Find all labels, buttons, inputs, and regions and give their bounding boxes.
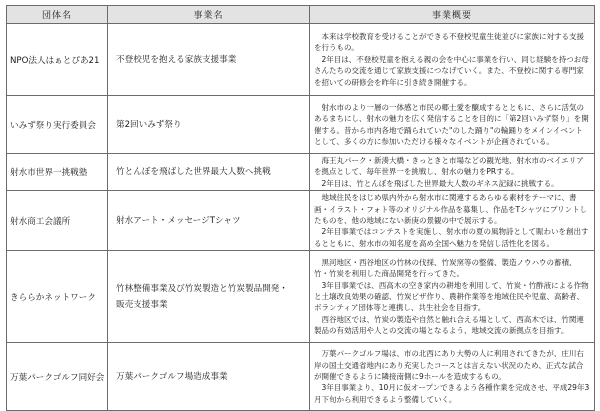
table-row (7, 96, 595, 154)
project-line: 不登校児を抱える家族支援事業 (116, 54, 237, 65)
summary-paragraph: 万葉パークゴルフ場は、市の北西にあり大勢の人に利用されてきたが、庄川右岸の国土交通省地内にあり充実したコースとは言えない状況のため、正式な試合が開催できるように隣接南側に9ホールを造成するもの。 (314, 349, 584, 382)
summary-paragraph: 射水市のより一層の一体感と市民の郷土愛を醸成するとともに、さらに活気のあるまちにし、射水の魅力を広く発信することを目的に「第2回いみず祭り」を開催する。昔から市内各地で踊られていた"のした踊り"の輪踊りをメインイベントとして、多くの方に参加いただける様々なイベントが企画されている。 (314, 102, 589, 146)
summary-paragraph: 海王丸パーク・新湊大橋・きっときと市場などの観光地、射水市のベイエリアを拠点として、毎年世界一を挑戦し、射水の魅力をPRする。 (314, 156, 584, 177)
project-summary (310, 343, 595, 411)
org-name: いみず祭り実行委員会 (7, 96, 108, 154)
project-name (108, 251, 310, 343)
project-summary (310, 191, 595, 251)
org-name: 射水市世界一挑戦塾 (7, 154, 108, 191)
header-summary: 事業概要 (310, 6, 595, 24)
header-project: 事業名 (108, 6, 310, 24)
project-table (6, 5, 595, 411)
table-row (7, 154, 595, 191)
table-row (7, 24, 595, 96)
summary-paragraph: 西谷地区では、竹炭の製造や自然と触れ合える場として、西高木では、竹関連製品の有効活用や人との交流の場となるよう、地域交流の新拠点を目指す。 (314, 314, 584, 336)
summary-paragraph: 2年目は、竹とんぼを飛ばした世界最大人数のギネス記録に挑戦する。 (321, 178, 559, 188)
project-summary (310, 24, 595, 96)
project-line: 竹林整備事業及び竹炭製造と竹炭製品開発・ (116, 283, 288, 294)
summary-paragraph: 地域住民をはじめ県内外から射水市に関連するあらゆる素材をテーマに、書画・イラスト・フォト等のオリジナル作品を募集し、作品をTシャツにプリントしたものを、他の地域にない新庚の景観の中で展示する。 (314, 193, 588, 226)
project-line: 第2回いみず祭り (116, 119, 182, 130)
org-name: 射水商工会議所 (7, 191, 108, 251)
project-summary (310, 251, 595, 343)
table-row (7, 343, 595, 411)
project-name (108, 96, 310, 154)
project-name (108, 343, 310, 411)
table-row (7, 191, 595, 251)
org-name: きららかネットワーク (7, 251, 108, 343)
project-summary (310, 154, 595, 191)
project-name (108, 154, 310, 191)
summary-paragraph: 2年目は、不登校児童を抱える親の会を中心に事業を行い、同じ経験を持つお母さんたちの交流を通じて家族支援につなげていく。また、不登校に関する専門家を招いての研修会を昨年に引き続き開催する。 (314, 54, 589, 87)
project-line: 射水アート・メッセージTシャツ (116, 215, 241, 226)
project-line: 販売支援事業 (116, 299, 168, 310)
summary-paragraph: 2年目事業ではコンテストを実施し、射水市の夏の風物詩として賑わいを創出するとともに、射水市の知名度を高め全国へ魅力を発信し活性化を図る。 (314, 227, 589, 248)
org-name: 万葉パークゴルフ同好会 (7, 343, 108, 411)
header-row (7, 6, 595, 24)
org-name: NPO法人はぁとぴあ21 (7, 24, 108, 96)
project-name (108, 191, 310, 251)
summary-paragraph: 3年目事業より、10月に仮オープンできるよう各種作業を完成させ、平成29年3月下旬から利用できるよう整備していく。 (314, 383, 590, 404)
summary-paragraph: 本来は学校教育を受けることができる不登校児童生徒並びに家族に対する支援を行うもの。 (314, 31, 584, 53)
table-row (7, 251, 595, 343)
summary-paragraph: 黒河地区・西谷地区の竹林の伐採、竹炭窯等の整備、製造ノウハウの蓄積、竹・竹炭を利用した商品開発を行ってきた。 (314, 257, 577, 279)
project-summary (310, 96, 595, 154)
summary-paragraph: 3年目事業では、西高木の空き家内の耕地を利用して、竹炭・竹酢液による作物と土壌改良効果の確認、竹炭ビザ作り、農耕作業等を地域住民や児童、高齢者、ボランティア団体等と連携し、共生社会を目指す。 (314, 280, 589, 313)
project-name (108, 24, 310, 96)
project-line: 竹とんぼを飛ばした世界最大人数へ挑戦 (116, 167, 271, 178)
project-line: 万葉パークゴルフ場造成事業 (116, 371, 228, 382)
header-org: 団体名 (7, 6, 108, 24)
